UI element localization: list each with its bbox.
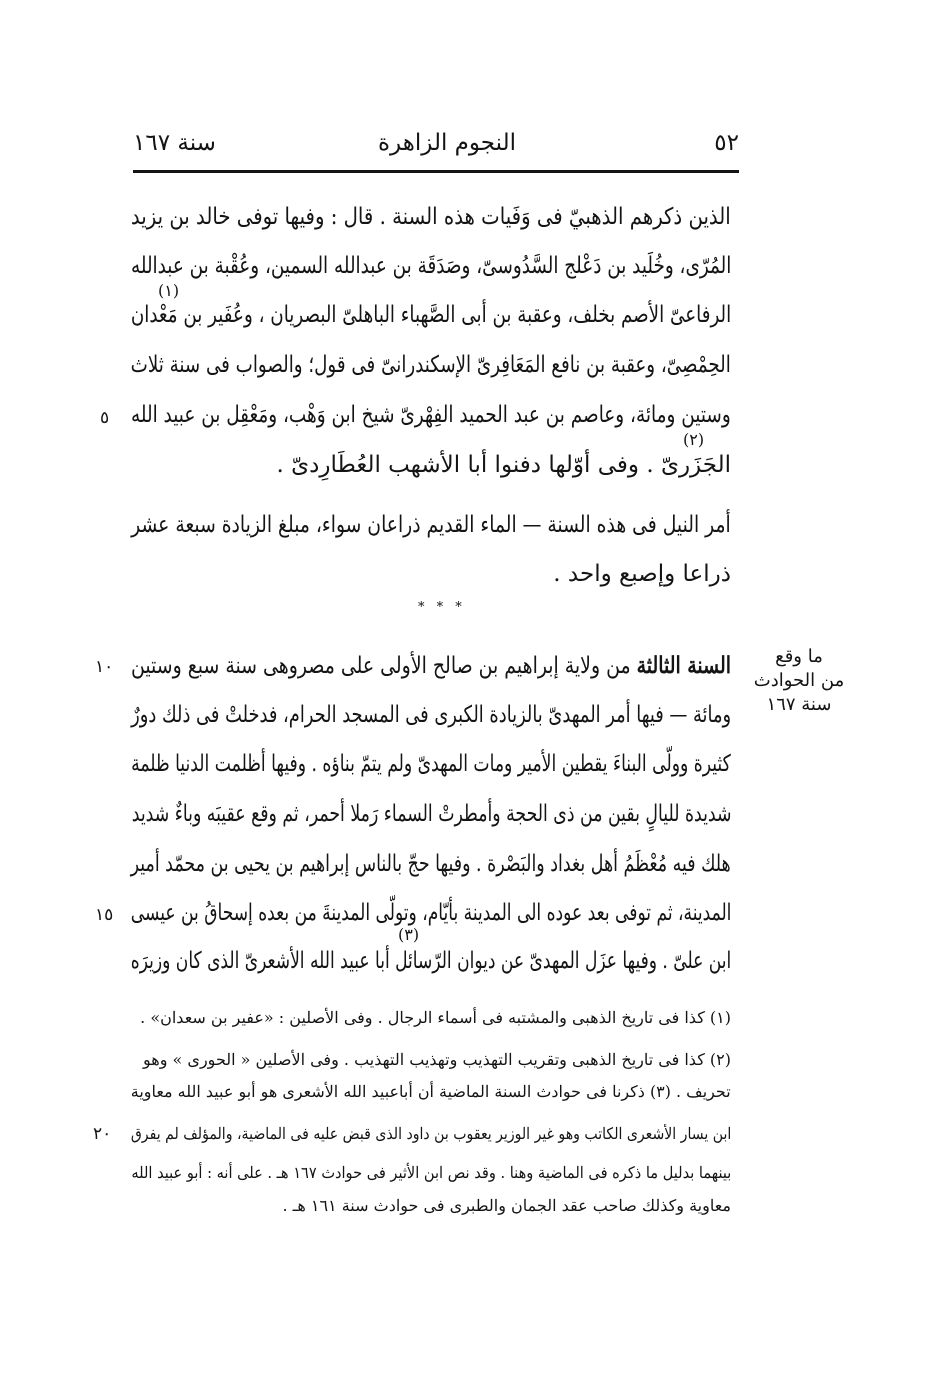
line-number: ١٠ (95, 657, 114, 677)
body-line: ومائة — فيها أمر المهدىّ بالزيادة الكبرى فى المسجد الحرام، فدخلتْ فى ذلك دورٌ (131, 702, 731, 728)
footnote-1: (١) كذا فى تاريخ الذهبى والمشتبه فى أسماء الرجال . وفى الأصلين : «عفير بن سعدان» . (140, 1008, 731, 1027)
body-line-first (131, 652, 731, 679)
body-line: الذين ذكرهم الذهبيّ فى وَفَيات هذه السنة . قال : وفيها توفى خالد بن يزيد (131, 204, 731, 230)
body-line: وستين ومائة، وعاصم بن عبد الحميد الفِهْرىّ شيخ ابن وَهْب، ومَعْقِل بن عبيد الله (131, 402, 731, 428)
body-line: المدينة، ثم توفى بعد عوده الى المدينة بأيّام، وتولّى المدينةَ من بعده إسحاقُ بن عيسى (130, 900, 731, 926)
margin-note-line: ما وقع (775, 646, 823, 667)
footnote-line: معاوية وكذلك صاحب عقد الجمان والطبرى فى حوادث سنة ١٦١ هـ . (282, 1196, 731, 1215)
body-line: الحِمْصِىّ، وعقبة بن نافع المَعَافِرىّ الإسكندرانىّ فى قول؛ والصواب فى سنة ثلاث (130, 352, 731, 378)
line-number: ١٥ (95, 905, 114, 925)
year-heading: السنة الثالثة (636, 652, 731, 679)
header-year: سنة ١٦٧ (133, 130, 216, 156)
body-line: هلك فيه مُعْظَمُ أهل بغداد والبَصْرة . وفيها حجّ بالناس إبراهيم بن يحيى بن محمّد أمير (130, 851, 731, 877)
line-number: ٥ (100, 408, 110, 428)
footnote-line: تحريف . (٣) ذكرنا فى حوادث السنة الماضية أن أباعبيد الله الأشعرى هو أبو عبيد الله معاوية (131, 1082, 731, 1101)
header-rule (133, 170, 739, 173)
body-line: الرفاعىّ الأصم بخلف، وعقبة بن أبى الصَّهباء الباهلىّ البصريان ، وعُفَير بن مَعْدان (130, 302, 731, 328)
note-mark-2: (٢) (683, 430, 705, 449)
margin-note-line: سنة ١٦٧ (766, 694, 832, 715)
note-mark-1: (١) (158, 281, 180, 300)
body-line: ابن علىّ . وفيها عزَل المهدىّ عن ديوان الرّسائل أبا عبيد الله الأشعرىّ الذى كان وزيرَه (130, 948, 731, 974)
section-separator: * * * (418, 600, 466, 615)
margin-note (744, 645, 854, 717)
body-line: شديدة لليالٍ بقين من ذى الحجة وأمطرتْ السماء رَملا أحمر، ثم وقع عقيبَه وباءٌ شديد (131, 801, 731, 827)
margin-note-line: من الحوادث (753, 670, 845, 691)
footnote-line: ابن يسار الأشعرى الكاتب وهو غير الوزير يعقوب بن داود الذى قبض عليه فى الماضية، والمؤلف لم يفرق (130, 1124, 731, 1143)
page-number: ٥٢ (714, 130, 739, 156)
body-line: كثيرة وولّى البناءَ يقطين الأمير ومات المهدىّ ولم يتمّ بناؤه . وفيها أظلمت الدنيا ظلمة (131, 751, 731, 777)
note-mark-3: (٣) (398, 925, 420, 944)
body-line-rest: من ولاية إبراهيم بن صالح الأولى على مصروهى سنة سبع وستين (130, 653, 637, 679)
running-header (133, 126, 739, 170)
body-line: أمر النيل فى هذه السنة — الماء القديم ذراعان سواء، مبلغ الزيادة سبعة عشر (131, 512, 731, 538)
body-line: المُرّى، وخُلَيد بن دَعْلج السَّدُوسىّ، وصَدَقَة بن عبدالله السمين، وعُقْبة بن عبدالله (130, 253, 731, 279)
footnote-line: بينهما بدليل ما ذكره فى الماضية وهنا . وقد نص ابن الأثير فى حوادث ١٦٧ هـ . على أنه : أبو عبيد الله (131, 1163, 731, 1182)
footnote-2: (٢) كذا فى تاريخ الذهبى وتقريب التهذيب وتهذيب التهذيب . وفى الأصلين « الحورى » وهو (143, 1050, 731, 1069)
body-line: الجَزَرىّ . وفى أوّلها دفنوا أبا الأشهب العُطَارِدىّ . (276, 452, 731, 478)
body-line: ذراعا وإصبع واحد . (553, 561, 731, 587)
book-title: النجوم الزاهرة (378, 130, 516, 156)
line-number: ٢٠ (93, 1124, 112, 1144)
